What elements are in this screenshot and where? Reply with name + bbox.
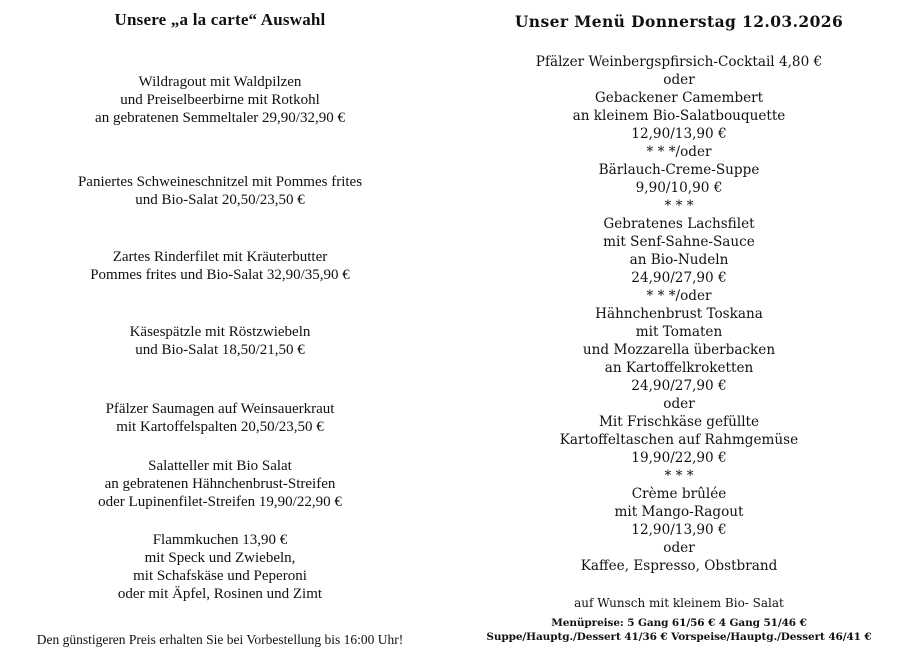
menu-line: 24,90/27,90 € [631, 270, 727, 286]
dish-line: Käsespätzle mit Röstzwiebeln [129, 324, 311, 340]
menu-line: Gebratenes Lachsfilet [603, 216, 755, 232]
dish-line: Pfälzer Saumagen auf Weinsauerkraut [105, 401, 335, 417]
menu-price-line: Suppe/Hauptg./Dessert 41/36 € Vorspeise/Hauptg./Dessert 46/41 € [486, 631, 872, 643]
dish-line: Zartes Rinderfilet mit Kräuterbutter [112, 249, 328, 265]
dish-line: oder Lupinenfilet-Streifen 19,90/22,90 € [98, 494, 342, 510]
dish-kaesespaetzle [0, 323, 440, 359]
dish-line: mit Speck und Zwiebeln, [144, 550, 296, 566]
menu-line: an Bio-Nudeln [629, 252, 729, 268]
dish-schweineschnitzel [0, 173, 440, 209]
a-la-carte-title: Unsere „a la carte“ Auswahl [114, 10, 326, 29]
menu-line: Bärlauch-Creme-Suppe [598, 162, 760, 178]
bio-salat-note: auf Wunsch mit kleinem Bio- Salat [574, 596, 784, 610]
menu-line: an Kartoffelkroketten [604, 360, 754, 376]
menu-line: 12,90/13,90 € [631, 522, 727, 538]
menu-price-line: Menüpreise: 5 Gang 61/56 € 4 Gang 51/46 € [551, 617, 807, 629]
menu-line: Hähnchenbrust Toskana [595, 306, 763, 322]
dish-line: Flammkuchen 13,90 € [152, 532, 288, 548]
daily-menu-courses [458, 53, 900, 575]
menu-line: und Mozzarella überbacken [582, 342, 776, 358]
dish-flammkuchen [0, 531, 440, 603]
menu-line: oder [663, 540, 695, 556]
dish-line: Pommes frites und Bio-Salat 32,90/35,90 € [90, 267, 350, 283]
dish-line: und Bio-Salat 18,50/21,50 € [135, 342, 305, 358]
dish-salatteller [0, 457, 440, 511]
menu-line: oder [663, 396, 695, 412]
menu-line: Crème brûlée [631, 486, 727, 502]
menu-line: 19,90/22,90 € [631, 450, 727, 466]
menu-line: 9,90/10,90 € [635, 180, 723, 196]
menu-line: * * */oder [646, 144, 712, 160]
menu-line: oder [663, 72, 695, 88]
menu-line: mit Tomaten [635, 324, 723, 340]
menu-line: mit Mango-Ragout [614, 504, 744, 520]
menu-line: 24,90/27,90 € [631, 378, 727, 394]
dish-line: oder mit Äpfel, Rosinen und Zimt [117, 586, 323, 602]
dish-line: mit Schafskäse und Peperoni [133, 568, 307, 584]
menu-line: Kartoffeltaschen auf Rahmgemüse [559, 432, 799, 448]
menu-line: an kleinem Bio-Salatbouquette [572, 108, 786, 124]
daily-menu-title: Unser Menü Donnerstag 12.03.2026 [514, 12, 844, 31]
dish-line: und Preiselbeerbirne mit Rotkohl [120, 92, 320, 108]
menu-line: mit Senf-Sahne-Sauce [603, 234, 755, 250]
menu-line: Kaffee, Espresso, Obstbrand [580, 558, 778, 574]
menu-line: * * * [664, 198, 694, 214]
dish-line: Salatteller mit Bio Salat [148, 458, 292, 474]
dish-line: Paniertes Schweineschnitzel mit Pommes frites [77, 174, 363, 190]
menu-line: Pfälzer Weinbergspfirsich-Cocktail 4,80 € [535, 54, 823, 70]
menu-line: * * * [664, 468, 694, 484]
dish-line: an gebratenen Hähnchenbrust-Streifen [104, 476, 336, 492]
preorder-note: Den günstigeren Preis erhalten Sie bei Vorbestellung bis 16:00 Uhr! [36, 632, 404, 647]
dish-wildragout [0, 73, 440, 127]
dish-rinderfilet [0, 248, 440, 284]
dish-line: und Bio-Salat 20,50/23,50 € [135, 192, 305, 208]
menu-line: Mit Frischkäse gefüllte [598, 414, 760, 430]
dish-line: an gebratenen Semmeltaler 29,90/32,90 € [95, 110, 345, 126]
menu-line: * * */oder [646, 288, 712, 304]
dish-line: Wildragout mit Waldpilzen [138, 74, 302, 90]
menu-line: 12,90/13,90 € [631, 126, 727, 142]
menu-prices [458, 616, 900, 644]
menu-line: Gebackener Camembert [594, 90, 764, 106]
dish-line: mit Kartoffelspalten 20,50/23,50 € [116, 419, 324, 435]
dish-saumagen [0, 400, 440, 436]
